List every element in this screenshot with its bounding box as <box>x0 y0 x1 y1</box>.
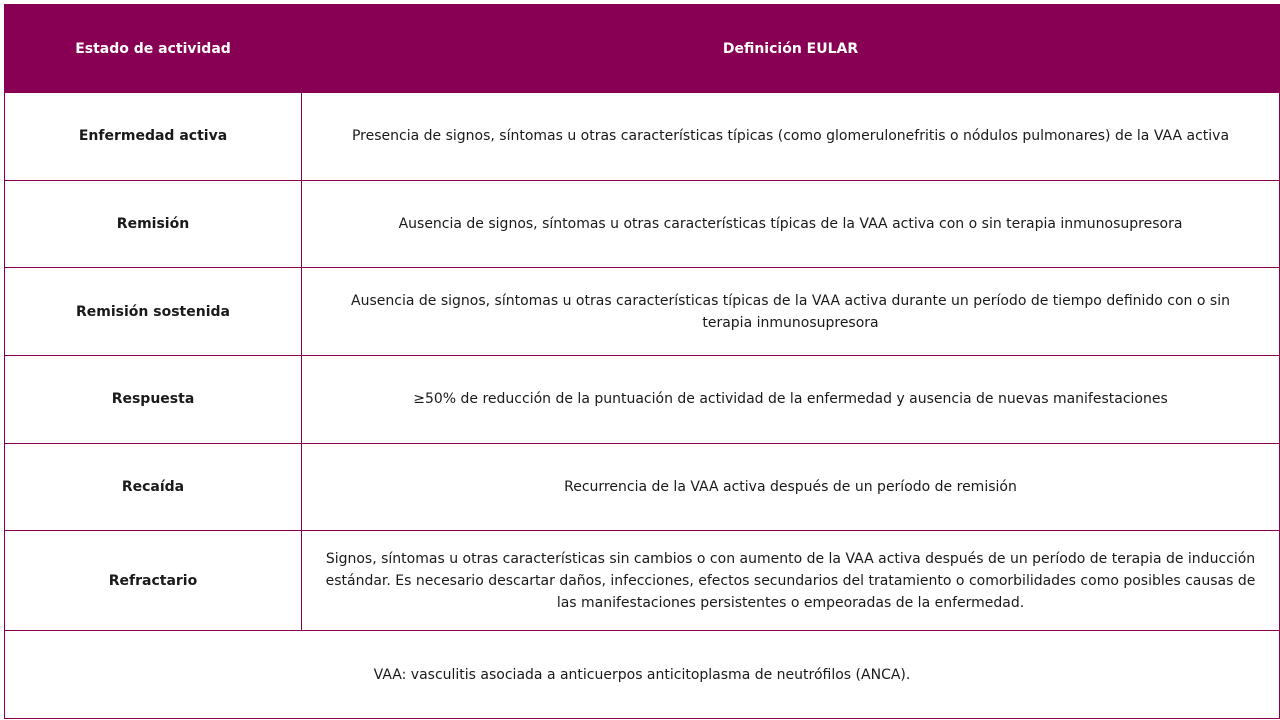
row-definition: Recurrencia de la VAA activa después de un período de remisión <box>302 443 1280 531</box>
header-definition: Definición EULAR <box>302 5 1280 93</box>
header-row <box>5 5 1280 93</box>
table-row <box>5 93 1280 181</box>
row-definition: Ausencia de signos, síntomas u otras características típicas de la VAA activa con o sin terapia inmunosupresora <box>302 180 1280 268</box>
footnote-row <box>5 631 1280 719</box>
row-state: Respuesta <box>5 356 302 444</box>
row-state: Remisión <box>5 180 302 268</box>
row-definition: Ausencia de signos, síntomas u otras características típicas de la VAA activa durante un período de tiempo definido con o sin terapia inmunosupresora <box>302 268 1280 356</box>
table-footnote: VAA: vasculitis asociada a anticuerpos anticitoplasma de neutrófilos (ANCA). <box>5 631 1280 719</box>
table-row <box>5 268 1280 356</box>
row-definition: Presencia de signos, síntomas u otras características típicas (como glomerulonefritis o nódulos pulmonares) de la VAA activa <box>302 93 1280 181</box>
row-state: Refractario <box>5 531 302 631</box>
row-definition: ≥50% de reducción de la puntuación de actividad de la enfermedad y ausencia de nuevas manifestaciones <box>302 356 1280 444</box>
row-state: Enfermedad activa <box>5 93 302 181</box>
table-row <box>5 356 1280 444</box>
table-row <box>5 531 1280 631</box>
table-row <box>5 443 1280 531</box>
table-row <box>5 180 1280 268</box>
row-state: Remisión sostenida <box>5 268 302 356</box>
header-state: Estado de actividad <box>5 5 302 93</box>
row-definition: Signos, síntomas u otras características sin cambios o con aumento de la VAA activa después de un período de terapia de inducción estándar. Es necesario descartar daños, infecciones, efectos secundarios del tratamiento o comorbilidades como posibles causas de las manifestaciones persistentes o empeoradas de la enfermedad. <box>302 531 1280 631</box>
eular-definitions-table <box>4 4 1280 719</box>
row-state: Recaída <box>5 443 302 531</box>
